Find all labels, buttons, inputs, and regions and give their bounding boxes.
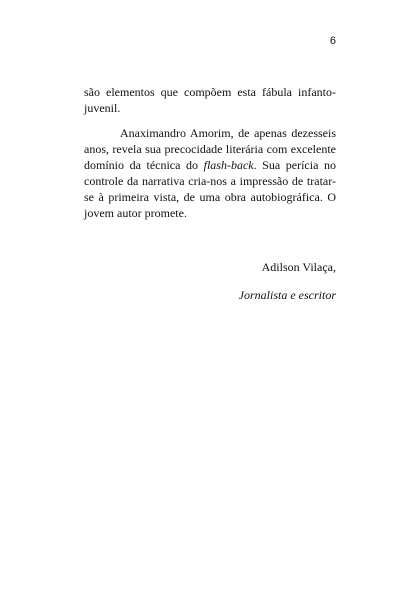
review-emphasis: flash-back [203, 158, 254, 172]
paragraph-continuation [84, 84, 336, 116]
review-text-start: Anaximandro Amorim, de apenas dezesseis anos, revela sua precocidade literária com excelente domínio da técnica do [84, 126, 336, 172]
signature-role: Jornalista e escritor [238, 288, 336, 302]
review-text-end: . Sua perícia no controle da narrativa cria-nos a impressão de tratar-se à primeira vista, de uma obra autobiográfica. O jovem autor promete. [84, 158, 336, 220]
paragraph-review [84, 125, 336, 221]
page-number: 6 [329, 35, 336, 47]
paragraph-text-review [84, 125, 336, 221]
paragraph-text: são elementos que compõem esta fábula infanto-juvenil. [84, 85, 336, 115]
signature-name: Adilson Vilaça, [261, 260, 336, 274]
